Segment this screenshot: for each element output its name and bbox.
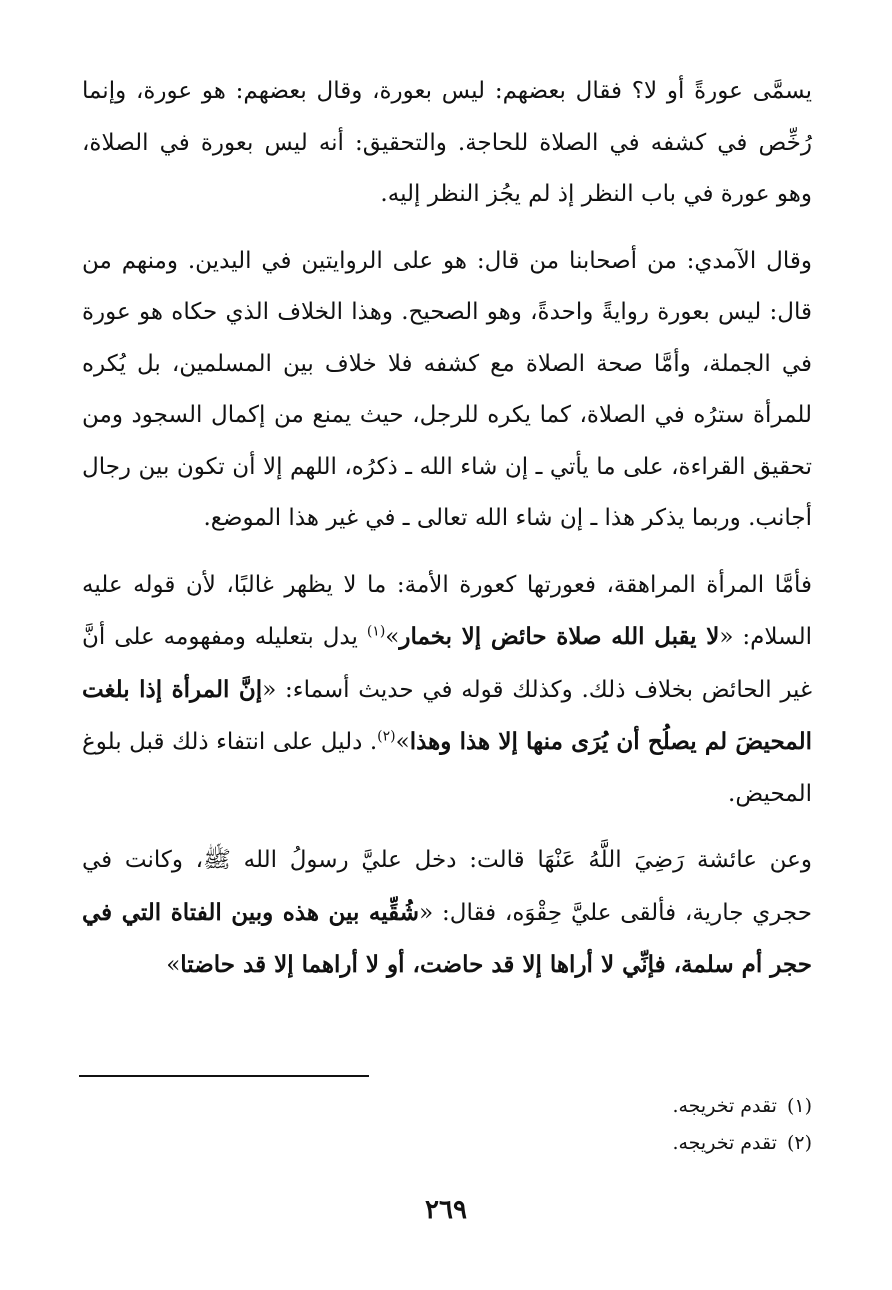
paragraph-text: يدل بتعليله ومفهومه على أنَّ غير الحائض بخلاف ذلك. وكذلك قوله في حديث أسماء: « [82,624,812,703]
paragraph-4 [82,835,812,992]
footnote-text: تقدم تخريجه. [672,1095,777,1117]
footnote-2 [82,1125,812,1162]
paragraph-text: وقال الآمدي: من أصحابنا من قال: هو على الروايتين في اليدين. ومنهم من قال: ليس بعورة روايةً واحدةً، وهو الصحيح. وهذا الخلاف الذي حكاه هو عورة في الجملة، وأمَّا صحة الصلاة مع كشفه فلا خلاف بين المسلمين، بل يُكره للمرأة سترُه في الصلاة، كما يكره للرجل، حيث يمنع من إكمال السجود ومن تحقيق القراءة، على ما يأتي ـ إن شاء الله ـ ذكرُه، اللهم إلا أن تكون بين رجال أجانب. وربما يذكر هذا ـ إن شاء الله تعالى ـ في غير هذا الموضع. [82,247,812,531]
paragraph-1 [82,66,812,221]
footnote-1 [82,1088,812,1125]
hadith-quote: إنَّ المرأة إذا بلغت المحيضَ لم يصلُح أن يُرَى منها إلا هذا وهذا [82,675,812,755]
paragraph-text: وعن عائشة رَضِيَ اللَّهُ عَنْهَا قالت: دخل عليَّ رسولُ الله ﷺ، وكانت في حجري جارية، فألقى عليَّ حِقْوَه، فقال: « [82,847,812,926]
paragraph-text: . دليل على انتفاء ذلك قبل بلوغ المحيض. [82,729,812,807]
paragraph-text: » [166,952,181,978]
hadith-quote: لا يقبل الله صلاة حائض إلا بخمار [399,623,720,650]
footnote-number: (٢) [786,1132,812,1154]
hadith-quote: شُقِّيه بين هذه وبين الفتاة التي في حجر أم سلمة، فإنِّي لا أراها إلا قد حاضت، أو لا أراهما إلا قد حاضتا [82,898,812,978]
paragraph-3 [82,560,812,821]
footnote-ref-1[interactable]: (١) [366,623,386,640]
paragraph-text: » [395,729,410,755]
footnote-number: (١) [786,1095,812,1117]
paragraph-text: يسمَّى عورةً أو لا؟ فقال بعضهم: ليس بعورة، وقال بعضهم: هو عورة، وإنما رُخِّص في كشفه في الصلاة للحاجة. والتحقيق: أنه ليس بعورة في الصلاة، وهو عورة في باب النظر إذ لم يجُز النظر إليه. [82,78,812,207]
footnote-ref-2[interactable]: (٢) [377,728,396,745]
footnote-text: تقدم تخريجه. [672,1132,777,1154]
footnote-divider [79,1075,369,1077]
paragraph-text: » [385,624,400,650]
footnotes [82,1088,812,1162]
page-number: ٢٦٩ [425,1195,467,1225]
paragraph-2 [82,236,812,545]
paragraph-text: فأمَّا المرأة المراهقة، فعورتها كعورة الأمة: ما لا يظهر غالبًا، لأن قوله عليه السلام: « [82,571,812,650]
main-text [82,66,812,992]
